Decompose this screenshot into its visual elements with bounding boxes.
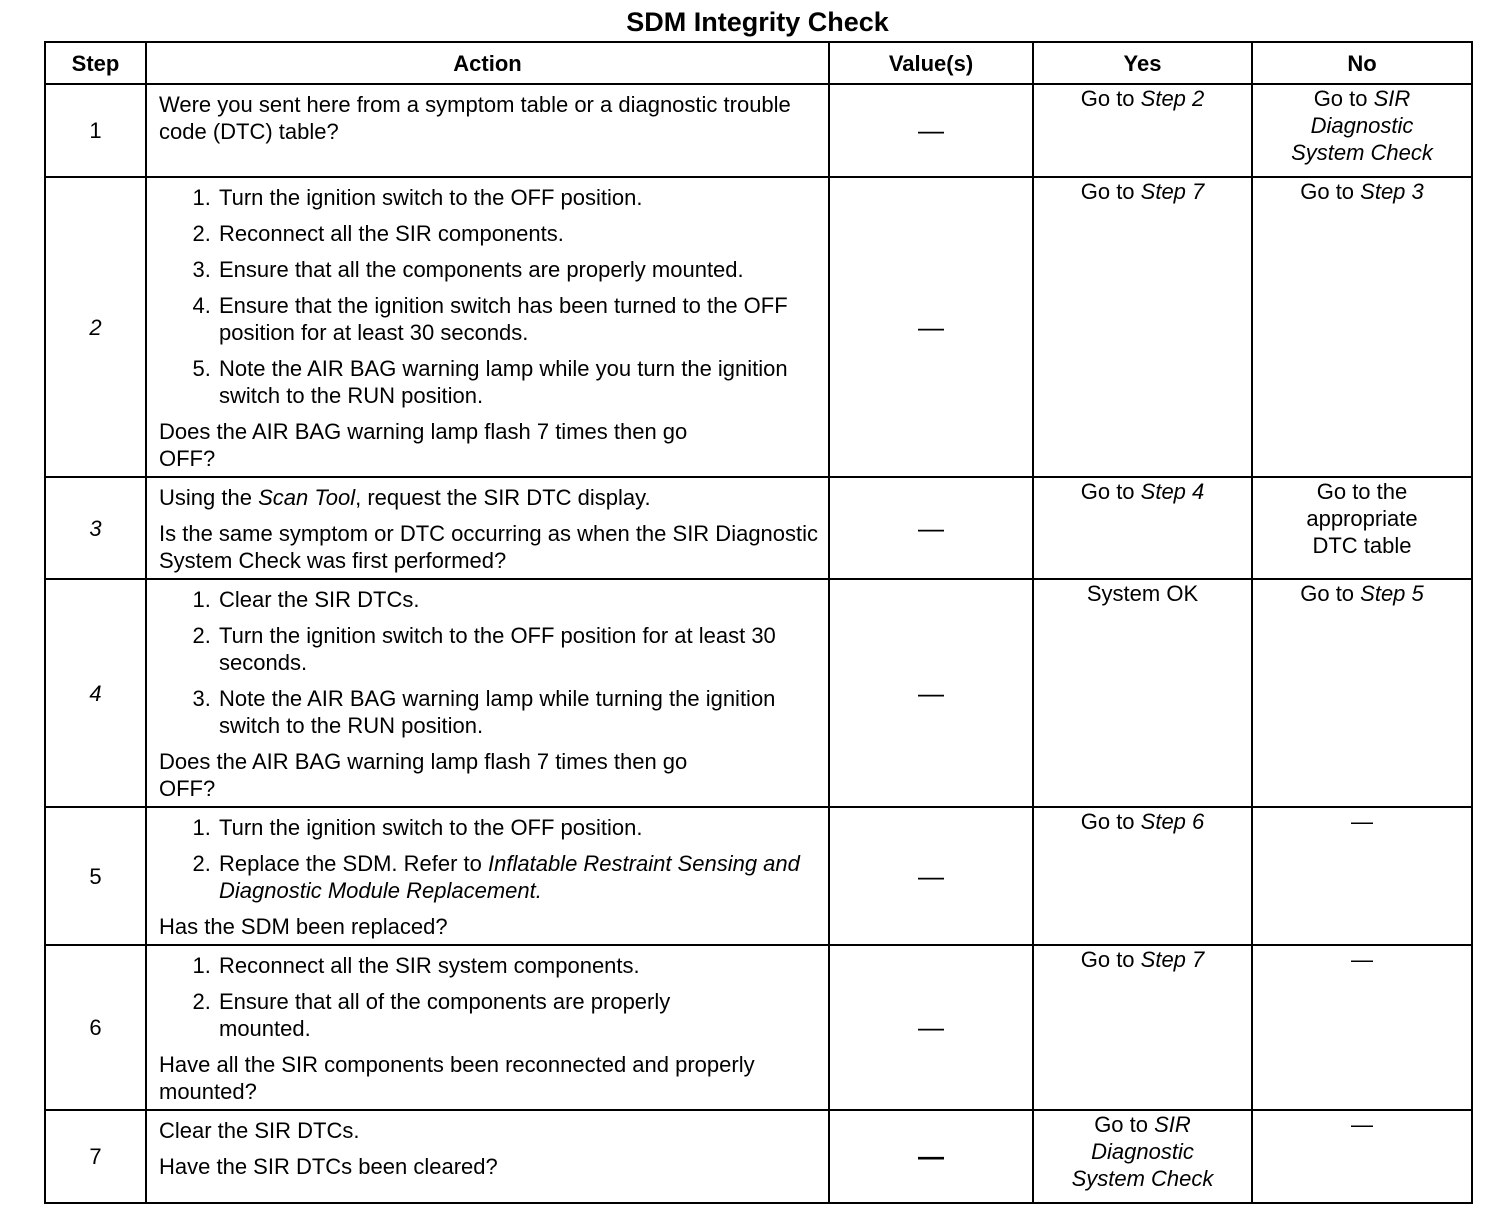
no-cell: [1252, 1110, 1472, 1203]
action-text: Were you sent here from a symptom table or a diagnostic trouble code (DTC) table?: [159, 92, 791, 144]
action-list: [159, 184, 820, 409]
step-reference: Step 5: [1360, 581, 1424, 606]
action-question: Have the SIR DTCs been cleared?: [159, 1154, 498, 1179]
action-list-item: 2. Reconnect all the SIR components.: [217, 220, 820, 247]
procedure-reference: SIR Diagnostic System Check: [1071, 1112, 1214, 1191]
value-cell: —: [829, 177, 1033, 477]
action-cell: [146, 945, 829, 1110]
yes-text: Go to: [1080, 809, 1141, 834]
action-list-item: 1. Turn the ignition switch to the OFF position.: [217, 814, 820, 841]
yes-cell: [1033, 945, 1252, 1110]
no-cell: [1252, 84, 1472, 177]
action-text: [159, 484, 820, 511]
document-title: SDM Integrity Check: [626, 7, 889, 37]
no-cell: [1252, 807, 1472, 945]
yes-text: Go to: [1080, 947, 1141, 972]
no-text: Go to the appropriate DTC table: [1306, 479, 1418, 558]
yes-cell: [1033, 177, 1252, 477]
action-list-item: 2. Turn the ignition switch to the OFF position for at least 30 seconds.: [217, 622, 820, 676]
no-cell: [1252, 477, 1472, 579]
step-reference: Step 4: [1140, 479, 1205, 504]
value-cell: —: [829, 945, 1033, 1110]
yes-cell: [1033, 579, 1252, 807]
header-action: Action: [146, 42, 829, 84]
yes-cell: [1033, 477, 1252, 579]
no-text: —: [1351, 1112, 1373, 1137]
action-list: [159, 952, 820, 1042]
no-cell: [1252, 945, 1472, 1110]
table-row: [45, 945, 1472, 1110]
tool-reference: Scan Tool: [258, 485, 356, 510]
action-text-end: , request the SIR DTC display.: [355, 485, 651, 510]
action-question: Have all the SIR components been reconnected and properly mounted?: [159, 1052, 755, 1104]
header-yes: Yes: [1033, 42, 1252, 84]
action-cell: [146, 84, 829, 177]
header-step: Step: [45, 42, 146, 84]
header-row: [45, 42, 1472, 84]
value-cell: —: [829, 84, 1033, 177]
action-list-item: 2. Ensure that all of the components are properly mounted.: [217, 988, 820, 1042]
yes-text: System OK: [1086, 581, 1199, 606]
action-cell: [146, 1110, 829, 1203]
step-reference: Step 2: [1140, 86, 1205, 111]
action-question: Is the same symptom or DTC occurring as when the SIR Diagnostic System Check was first performed?: [159, 521, 819, 573]
action-text: Clear the SIR DTCs.: [159, 1118, 360, 1143]
action-list: [159, 586, 820, 739]
yes-cell: [1033, 807, 1252, 945]
action-list-item: 1. Turn the ignition switch to the OFF position.: [217, 184, 820, 211]
no-text: Go to: [1300, 179, 1361, 204]
action-cell: [146, 579, 829, 807]
step-number: 4: [45, 579, 146, 807]
value-cell: —: [829, 1110, 1033, 1203]
step-reference: Step 7: [1140, 179, 1205, 204]
step-number: 3: [45, 477, 146, 579]
step-reference: Step 7: [1140, 947, 1205, 972]
header-no: No: [1252, 42, 1472, 84]
no-cell: [1252, 579, 1472, 807]
action-list-item: 1. Clear the SIR DTCs.: [217, 586, 820, 613]
no-text: Go to: [1300, 581, 1361, 606]
action-question: Does the AIR BAG warning lamp flash 7 times then go OFF?: [159, 749, 688, 801]
action-cell: [146, 177, 829, 477]
no-cell: [1252, 177, 1472, 477]
action-list-item: 4. Ensure that the ignition switch has been turned to the OFF position for at least 30 seconds.: [217, 292, 820, 346]
step-number: 7: [45, 1110, 146, 1203]
action-list-item: 5. Note the AIR BAG warning lamp while you turn the ignition switch to the RUN position.: [217, 355, 820, 409]
action-item-text: Replace the SDM. Refer to: [219, 851, 489, 876]
action-list-item: 1. Reconnect all the SIR system components.: [217, 952, 820, 979]
table-row: [45, 1110, 1472, 1203]
table-row: [45, 807, 1472, 945]
yes-text: Go to: [1080, 179, 1141, 204]
action-cell: [146, 477, 829, 579]
no-text: —: [1351, 947, 1373, 972]
action-list-item: 3. Note the AIR BAG warning lamp while turning the ignition switch to the RUN position.: [217, 685, 820, 739]
table-row: [45, 477, 1472, 579]
yes-cell: [1033, 1110, 1252, 1203]
step-number: 1: [45, 84, 146, 177]
header-values: Value(s): [829, 42, 1033, 84]
yes-text: Go to: [1094, 1112, 1155, 1137]
action-question: Has the SDM been replaced?: [159, 914, 448, 939]
no-text: —: [1351, 809, 1373, 834]
table-row: [45, 579, 1472, 807]
value-cell: —: [829, 807, 1033, 945]
step-number: 6: [45, 945, 146, 1110]
procedure-reference: Inflatable Restraint Sensing and Diagnostic Module Replacement.: [219, 851, 800, 903]
procedure-reference: SIR Diagnostic System Check: [1291, 86, 1433, 165]
step-number: 2: [45, 177, 146, 477]
step-reference: Step 3: [1360, 179, 1424, 204]
table-row: [45, 177, 1472, 477]
value-cell: —: [829, 579, 1033, 807]
no-text: Go to: [1313, 86, 1374, 111]
action-list-item: [217, 850, 820, 904]
action-list: [159, 814, 820, 904]
step-number: 5: [45, 807, 146, 945]
yes-text: Go to: [1080, 479, 1141, 504]
action-question: Does the AIR BAG warning lamp flash 7 times then go OFF?: [159, 419, 688, 471]
yes-cell: [1033, 84, 1252, 177]
sdm-integrity-check-table: [44, 41, 1473, 1204]
table-row: [45, 84, 1472, 177]
yes-text: Go to: [1080, 86, 1141, 111]
step-reference: Step 6: [1140, 809, 1205, 834]
action-text-start: Using the: [159, 485, 259, 510]
action-cell: [146, 807, 829, 945]
action-list-item: 3. Ensure that all the components are properly mounted.: [217, 256, 820, 283]
value-cell: —: [829, 477, 1033, 579]
